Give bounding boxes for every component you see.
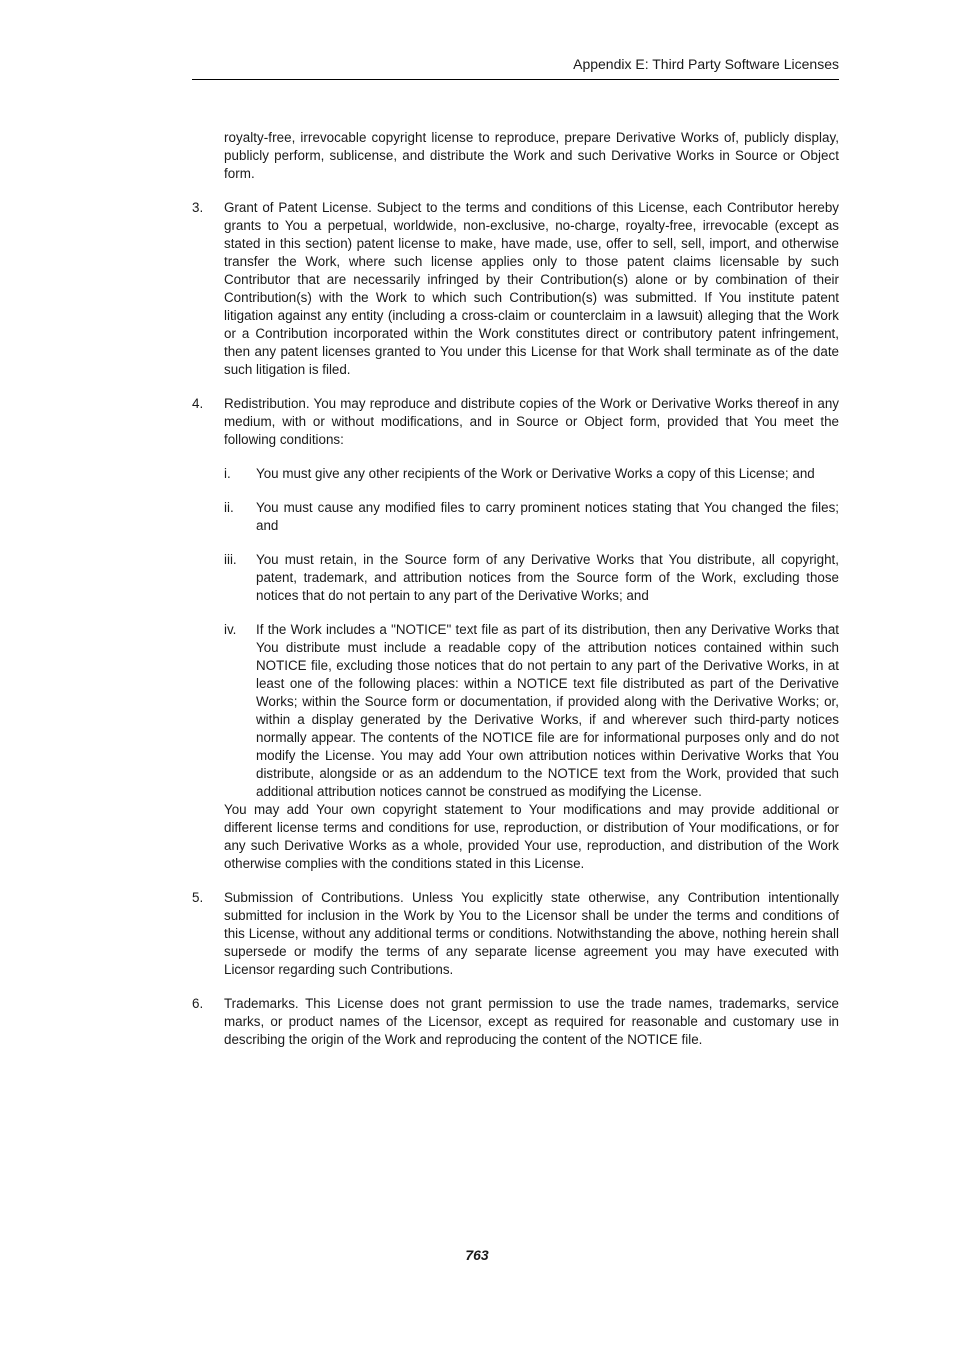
subsection-text: You must retain, in the Source form of any Derivative Works that You distribute, all copyright, patent, trademark, and attribution notices from the Source form of the Work, excluding those notices that do not pertain to any part of the Derivative Works; and bbox=[256, 552, 839, 603]
section-closing-paragraph: You may add Your own copyright statement to Your modifications and may provide additional or different license terms and conditions for use, reproduction, or distribution of Your modifications, or for any such Derivative Works as a whole, provided Your use, reproduction, and distribution of the Work otherwise complies with the conditions stated in this License. bbox=[224, 802, 839, 871]
running-header: Appendix E: Third Party Software Licenses bbox=[573, 56, 839, 72]
section-text: Redistribution. You may reproduce and distribute copies of the Work or Derivative Works thereof in any medium, with or without modifications, and in Source or Object form, provided that You meet the following conditions: bbox=[224, 396, 839, 447]
subsection-iv bbox=[224, 621, 839, 801]
section-number: 6. bbox=[192, 996, 204, 1011]
subsection-number: ii. bbox=[224, 500, 234, 515]
page-number: 763 bbox=[465, 1247, 489, 1263]
subsection-i bbox=[224, 465, 839, 483]
section-text: Submission of Contributions. Unless You explicitly state otherwise, any Contribution intentionally submitted for inclusion in the Work by You to the Licensor shall be under the terms and conditions of this License, without any additional terms or conditions. Notwithstanding the above, nothing herein shall supersede or modify the terms of any separate license agreement you may have executed with Licensor regarding such Contributions. bbox=[224, 890, 839, 977]
section-text: Trademarks. This License does not grant permission to use the trade names, trademarks, service marks, or product names of the Licensor, except as required for reasonable and customary use in describing the origin of the Work and reproducing the content of the NOTICE file. bbox=[224, 996, 839, 1047]
intro-paragraph: royalty-free, irrevocable copyright license to reproduce, prepare Derivative Works of, publicly display, publicly perform, sublicense, and distribute the Work and such Derivative Works in Source or Object form. bbox=[224, 130, 839, 181]
section-5 bbox=[192, 889, 839, 979]
section-text: Grant of Patent License. Subject to the terms and conditions of this License, each Contributor hereby grants to You a perpetual, worldwide, non-exclusive, no-charge, royalty-free, irrevocable (except as stated in this section) patent license to make, have made, use, offer to sell, sell, import, and otherwise transfer the Work, where such license applies only to those patent claims licensable by such Contributor that are necessarily infringed by their Contribution(s) alone or by combination of their Contribution(s) with the Work to which such Contribution(s) was submitted. If You institute patent litigation against any entity (including a cross-claim or counterclaim in a lawsuit) alleging that the Work or a Contribution incorporated within the Work constitutes direct or contributory patent infringement, then any patent licenses granted to You under this License for that Work shall terminate as of the date such litigation is filed. bbox=[224, 200, 839, 377]
subsection-text: You must cause any modified files to carry prominent notices stating that You changed the files; and bbox=[256, 500, 839, 533]
subsection-number: i. bbox=[224, 466, 231, 481]
section-6 bbox=[192, 995, 839, 1049]
document-body bbox=[192, 129, 839, 1065]
section-number: 4. bbox=[192, 396, 204, 411]
subsection-iii bbox=[224, 551, 839, 605]
subsection-number: iv. bbox=[224, 622, 237, 637]
section-3 bbox=[192, 199, 839, 379]
section-number: 3. bbox=[192, 200, 204, 215]
subsection-ii bbox=[224, 499, 839, 535]
subsection-number: iii. bbox=[224, 552, 237, 567]
section-number: 5. bbox=[192, 890, 204, 905]
subsection-text: You must give any other recipients of the Work or Derivative Works a copy of this License; and bbox=[256, 466, 815, 481]
header-rule bbox=[192, 79, 839, 80]
section-4 bbox=[192, 395, 839, 873]
subsection-text: If the Work includes a "NOTICE" text file as part of its distribution, then any Derivative Works that You distribute must include a readable copy of the attribution notices contained within such NOTICE file, excluding those notices that do not pertain to any part of the Derivative Works, in at least one of the following places: within a NOTICE text file distributed as part of the Derivative Works; within the Source form or documentation, if provided along with the Derivative Works; or, within a display generated by the Derivative Works, if and wherever such third-party notices normally appear. The contents of the NOTICE file are for informational purposes only and do not modify the License. You may add Your own attribution notices within Derivative Works that You distribute, alongside or as an addendum to the NOTICE text from the Work, provided that such additional attribution notices cannot be construed as modifying the License. bbox=[256, 622, 839, 799]
